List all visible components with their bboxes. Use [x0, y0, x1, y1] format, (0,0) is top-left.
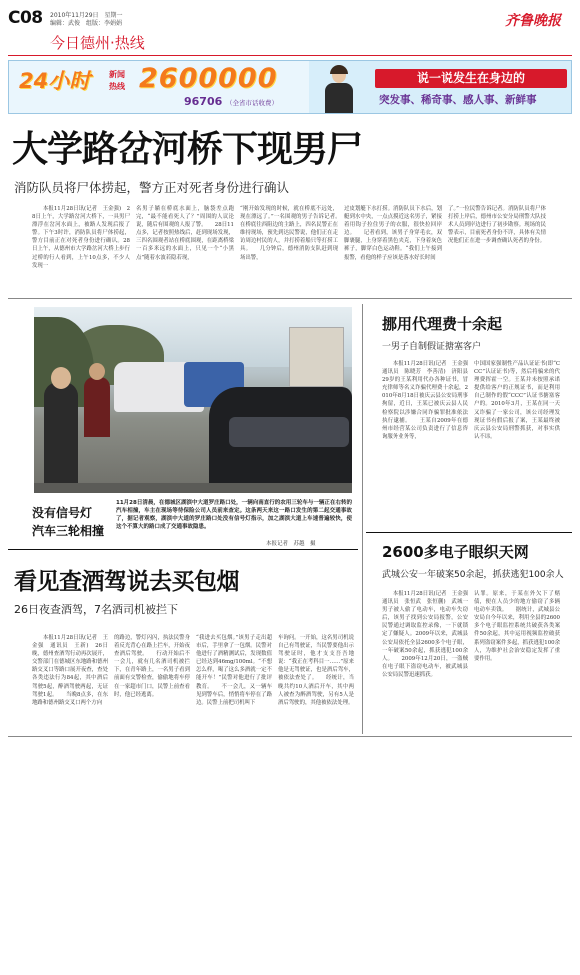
presenter-figure: [321, 65, 357, 114]
lead-headline: 大学路岔河桥下现男尸: [12, 129, 363, 170]
page-number: C08: [8, 8, 43, 28]
masthead-rule: [8, 55, 572, 56]
photo-side-title-1: 没有信号灯: [32, 506, 93, 520]
editor-line: 编辑：武俊 组版：李娟娟: [50, 20, 123, 27]
story4-col-1: 本报11月28日讯(记者 王金强 通讯员 张恒武 张恒蒯) 武城一男子被人偷了电动车，电动车失窃后，该男子找到公安局报警，公安民警通过调取监控录像，一下就锁定了嫌疑人。2009年以来，武城县公安局依托全县2600多个电子眼，一年破案50余起，抓获逃犯100余人。 2009年12月20日，一盗贼在电子眼下盗窃电动车，被武城县公安局民警迅速抓获。: [382, 591, 468, 678]
paper-logo: 齐鲁晚报: [505, 13, 561, 29]
story2-col-4: 车询问。一开始，这名男司机说自己有驾驶证，当民警要他出示驾驶证时，他才支支吾吾地说：“我正在考科目一……”原来他是无驾驶证，也是酒后驾车，被依法查处了。 经统计，当晚共约10人酒后开车，其中两人被查为醉酒驾驶，另有5人是酒后驾驶的，其他被依法处理。: [278, 635, 354, 706]
story3-subhead: 一男子自制假证搪塞客户: [382, 342, 482, 352]
story2-subhead: 26日夜查酒驾，7名酒司机被拦下: [14, 603, 178, 616]
lead-col-2: 名男子躺在桥底水面上，脑袋差点跑完，“最不能看死人了？”周围的人议论说，随后有围观的人报了警。 28日11点多，记者按照热线后，赶到现场发现，三四名围观者站在桥底围观，在距离桥梁一百多米远的水面上，只见一个“小黑点”随着水波若隐若现，: [136, 206, 234, 261]
banner-slogan-bottom: 突发事、稀奇事、感人事、新鲜事: [379, 94, 537, 106]
story2-col-2: 的路边，警灯闪闪，执法民警身着反光背心在路上拦车，开始夜查酒后驾驶。 行动开始后不一会儿，就有几名酒司机被拦下，在青年路上，一名男子看到前面有交警检查，偷偷地将车停在一家超市门口，民警上前查看时，他已经逃离。: [114, 635, 190, 698]
story3-col-1: 本报11月28日讯(记者 王金强 通讯员 陈晓芳 李善清) 济阳县29岁的王某利用代办各种证书，冒充律师等名义诈骗代理费十余起，2010年8月18日被庆云县公安局刑事拘留，近日，王某已被庆云县人民检察院以涉嫌合同诈骗罪批准依法执行逮捕。 王某自2009年在德州市经营某公司负责进行了信息咨询服务业务等，: [382, 361, 468, 440]
photo-caption: 11月28日清晨，在德城区湖滨中大道罗庄路口处，一辆向南直行的农用三轮车与一辆正在右转的汽车相撞，车主在现场等待保险公司人员前来查定。这条两天来这一路口发生的第二起交通事故了，据记者观察，湖滨中大道的罗庄路口处没有信号灯指示，加之湖滨大道上车速普遍较快，使这个不算大的路口成了交通事故隐患。: [116, 500, 352, 530]
lead-col-4: 过皮划艇下水打捞。消防队员下水后，划艇到水中央，一点点摸近这名男子，紧接着用钩子拉住男子的衣服，很快拉回岸边。 记者看到，该男子身穿毛衣，双脚裹腿，上身穿着黑色夹克，下身着灰色裤子，脚穿白色运动鞋。“我们上午接到报警，看他的样子应该是落水好长时间: [344, 206, 442, 261]
lead-col-3: “刚开始发现的时候，就在桥底不远处，现在漂远了。”一名围观的男子告诉记者。 在桥底往西阻边的主路上，四名民警正在维持现场，预先到达民警说，他们正在走访周边村民的人，并打捞着船只等打捞工具。 几分钟后，德州消防支队赶到现场出警，: [240, 206, 338, 261]
story2-col-1: 本报11月28日讯(记者 王金强 通讯员 王新) 26日晚，德州查酒驾行动再次展开，交警部门在德城区东地路和德州路交叉口等路口展开夜查，查处各类违法行为84起，其中酒后驾驶5起，醉酒驾驶两起，无证驾驶1起。 当晚8点多，在东地路和德州路交叉口两个方向: [32, 635, 108, 706]
bottom-rule: [8, 736, 572, 737]
story2-headline: 看见查酒驾说去买包烟: [14, 569, 239, 595]
story4-headline: 2600多电子眼织天网: [382, 543, 529, 561]
story4-subhead: 武城公安一年破案50余起，抓获逃犯100余人: [382, 570, 564, 580]
banner-news-label: 新闻: [109, 70, 125, 79]
hotline-banner: [8, 60, 572, 114]
banner-extra-phone: 96706: [184, 95, 223, 108]
story3-col-2: 中国国家强制性产品认证证书(即“CCC”认证证书)等，然后将骗来的代理费挥霍一空。王某并未按照承诺提供给客户的正规证书，而是利用自己制作的假“CCC”认证书搪塞客户的。2010年3月，王某在同一天又诈骗了一家公司，该公司经理发现证书有假后报了案，王某最终被庆云县公安局刑警抓获，对事实供认不讳。: [474, 361, 560, 440]
divider-lead: [8, 298, 572, 299]
story2-col-3: “我进去买包烟。”该男子走出超市后，手里拿了一包烟。民警对他进行了酒精测试后，发现数值已经达到46mg/100ml。“不想怎么样，喝了这么多酒就一定不能开车！”民警对他进行了批评教育。 不一会儿，又一辆车见到警车后，悄悄将车停在了路边。民警上前把司机叫下: [196, 635, 272, 706]
photo-credit: 本报记者 苏越 摄: [266, 541, 316, 547]
divider-story2: [8, 549, 358, 550]
banner-slogan-top: 说一说发生在身边的: [375, 69, 567, 88]
divider-story4: [366, 532, 572, 533]
accident-photo: [34, 307, 352, 493]
story3-headline: 挪用代理费十余起: [382, 315, 503, 333]
lead-col-5: 了。”一位民警告诉记者。消防队员将尸体打捞上岸后，德州市公安分局刑警大队技术人员到岸边进行了初步勘察。现场的民警表示，目前死者身份不详，具体有关情况他们正在进一步调查确认死者的身份。: [448, 206, 546, 245]
banner-extra-note: （全省市话收费）: [226, 99, 278, 107]
banner-hotline-label: 热线: [109, 82, 125, 91]
story4-col-2: 认罪。原来，于某在外欠下了赌债，便在人员少的地方偷窃了多辆电动车卖钱。 据统计，武城县公安局自今年以来，利用全县的2600多个电子眼监控系统共破获各类案件50余起，其中运用视频监控破获系列盗窃案件多起，抓获逃犯100余人，为维护社会治安稳定发挥了重要作用。: [474, 591, 560, 662]
lead-col-1: 本报11月28日讯(记者 王金强) 28日上午，大学路岔河大桥下，一具男尸漂浮在岔河水面上，被路人发现后报了警。下午3时许，消防队员将尸体捞起，警方目前正在对死者身份进行确认。28日上午，从德州市大学路岔河大桥上步行过桥的行人看到，上午10点多，不少人发现一: [32, 206, 130, 269]
banner-phone: 2600000: [139, 63, 278, 94]
lead-subhead: 消防队员将尸体捞起，警方正对死者身份进行确认: [14, 180, 290, 195]
date-line: 2010年11月29日 星期一: [50, 12, 123, 19]
banner-24h: 24小时: [19, 69, 91, 93]
section-title: 今日德州·热线: [50, 34, 145, 52]
photo-side-title-2: 汽车三轮相撞: [32, 524, 105, 538]
column-divider: [362, 304, 363, 734]
